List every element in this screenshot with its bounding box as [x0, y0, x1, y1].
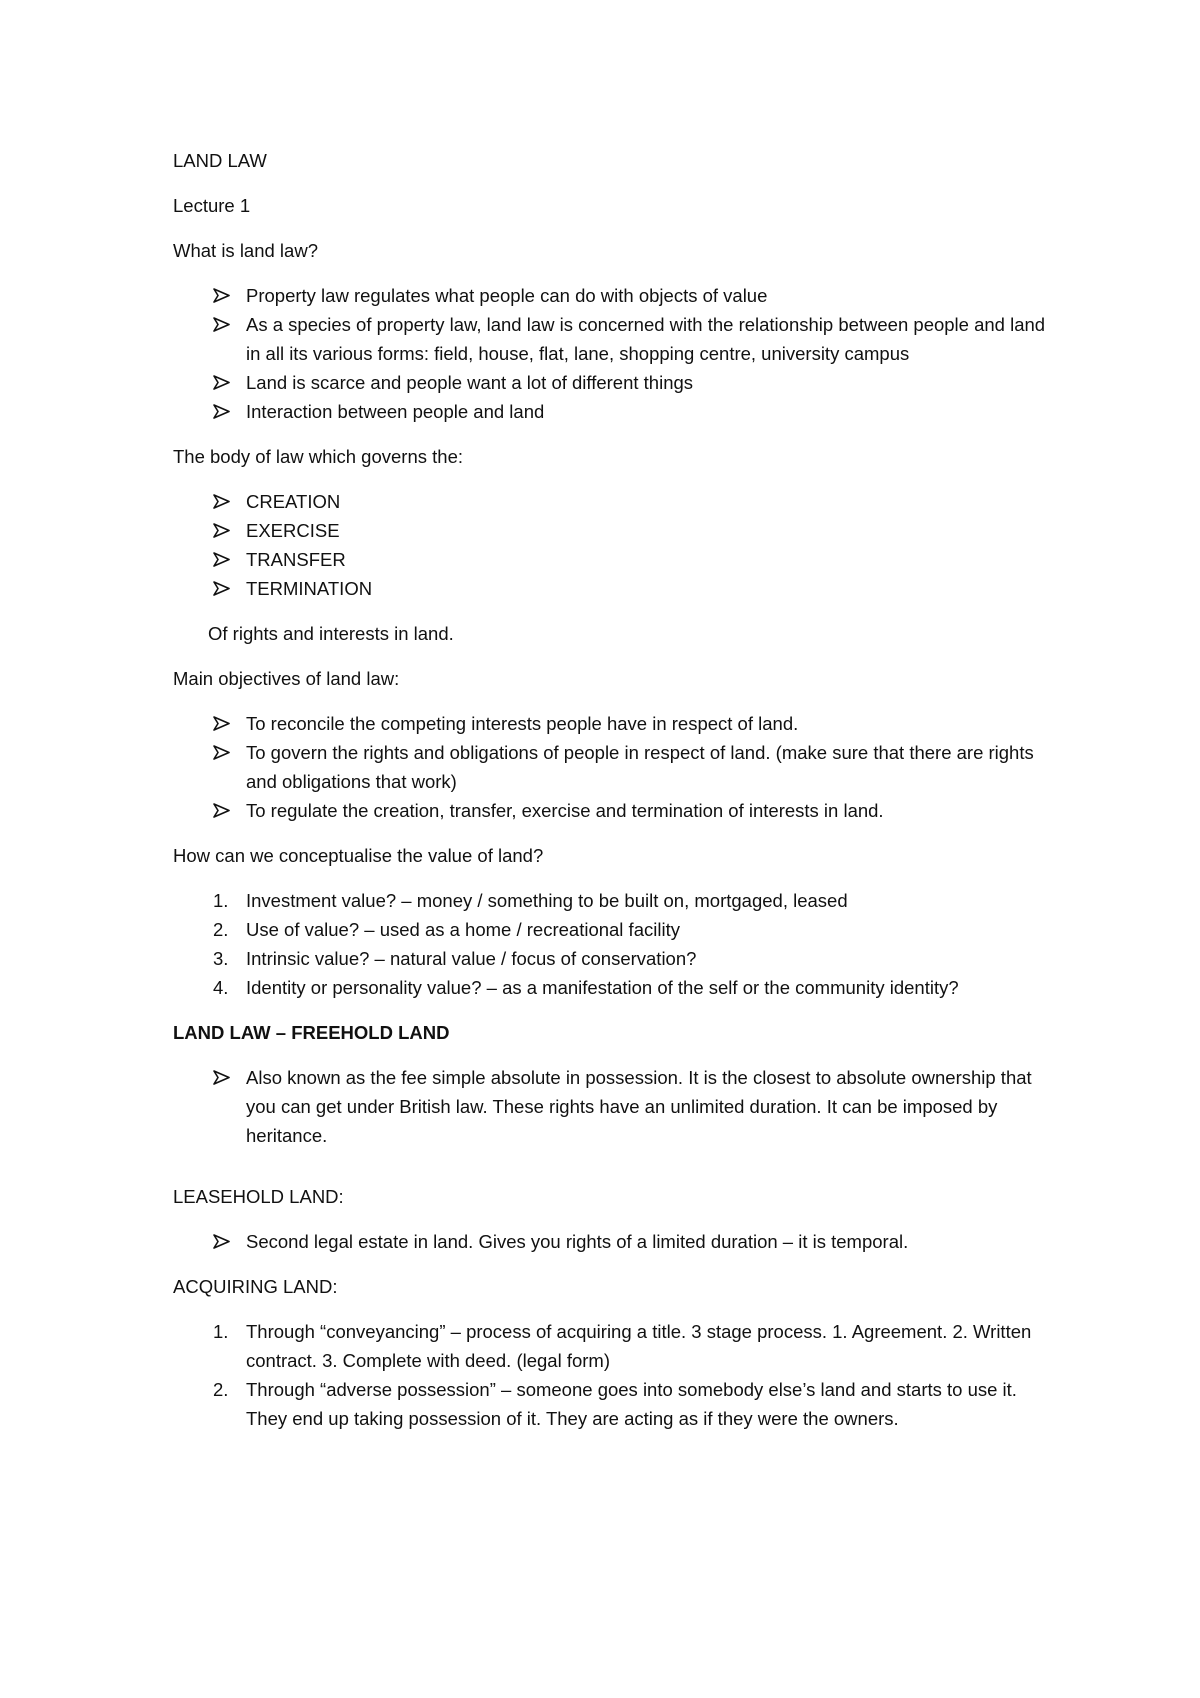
arrow-bullet-icon [213, 487, 230, 517]
acquiring-list [173, 1317, 1053, 1433]
list-item [173, 1375, 1053, 1433]
list-item [173, 1063, 1053, 1150]
arrow-bullet-icon [213, 1227, 230, 1257]
list-item-text: To govern the rights and obligations of people in respect of land. (make sure that there are rights and obligations that work) [246, 742, 1034, 792]
list-item-text: Use of value? – used as a home / recreational facility [246, 919, 680, 940]
list-number: 4. [213, 977, 229, 998]
leasehold-heading: LEASEHOLD LAND: [173, 1186, 344, 1207]
list-item [173, 516, 1053, 545]
list-item-text: Interaction between people and land [246, 401, 545, 422]
list-item-text: To reconcile the competing interests people have in respect of land. [246, 713, 799, 734]
list-item-text: Intrinsic value? – natural value / focus of conservation? [246, 948, 697, 969]
list-item-text: Through “adverse possession” – someone goes into somebody else’s land and starts to use it. They end up taking possession of it. They are acting as if they were the owners. [246, 1379, 1017, 1429]
list-item-text: EXERCISE [246, 520, 340, 541]
list-item [173, 886, 1053, 915]
list-number: 2. [213, 1379, 229, 1400]
list-item [173, 796, 1053, 825]
objectives-heading: Main objectives of land law: [173, 668, 400, 689]
list-item-text: TERMINATION [246, 578, 373, 599]
list-item [173, 973, 1053, 1002]
arrow-bullet-icon [213, 1063, 230, 1093]
objectives-list [173, 709, 1053, 825]
list-item-text: Through “conveyancing” – process of acquiring a title. 3 stage process. 1. Agreement. 2. Written contract. 3. Complete with deed. (legal form) [246, 1321, 1032, 1371]
list-number: 1. [213, 1321, 229, 1342]
list-item [173, 1317, 1053, 1375]
arrow-bullet-icon [213, 310, 230, 340]
list-item [173, 281, 1053, 310]
leasehold-list [173, 1227, 1053, 1256]
arrow-bullet-icon [213, 796, 230, 826]
acquiring-heading: ACQUIRING LAND: [173, 1276, 338, 1297]
arrow-bullet-icon [213, 516, 230, 546]
list-item [173, 574, 1053, 603]
body-outro: Of rights and interests in land. [208, 623, 454, 644]
list-number: 1. [213, 890, 229, 911]
list-item [173, 738, 1053, 796]
lecture-label: Lecture 1 [173, 195, 251, 216]
list-item [173, 944, 1053, 973]
list-item-text: Second legal estate in land. Gives you rights of a limited duration – it is temporal. [246, 1231, 909, 1252]
arrow-bullet-icon [213, 281, 230, 311]
list-item-text: Also known as the fee simple absolute in possession. It is the closest to absolute ownership that you can get under British law. These rights have an unlimited duration. It can be imposed by heritance. [246, 1067, 1032, 1146]
list-item [173, 1227, 1053, 1256]
list-item [173, 310, 1053, 368]
list-item-text: Land is scarce and people want a lot of different things [246, 372, 694, 393]
list-item [173, 397, 1053, 426]
list-item [173, 487, 1053, 516]
list-item [173, 368, 1053, 397]
arrow-bullet-icon [213, 574, 230, 604]
list-item [173, 545, 1053, 574]
document-content [173, 146, 1053, 1449]
body-list [173, 487, 1053, 603]
list-item-text: CREATION [246, 491, 341, 512]
document-title: LAND LAW [173, 150, 267, 171]
list-item-text: To regulate the creation, transfer, exercise and termination of interests in land. [246, 800, 884, 821]
list-item-text: TRANSFER [246, 549, 346, 570]
arrow-bullet-icon [213, 738, 230, 768]
value-list [173, 886, 1053, 1002]
value-heading: How can we conceptualise the value of land? [173, 845, 544, 866]
list-item-text: Investment value? – money / something to be built on, mortgaged, leased [246, 890, 848, 911]
arrow-bullet-icon [213, 545, 230, 575]
what-list [173, 281, 1053, 426]
list-number: 3. [213, 948, 229, 969]
list-item-text: Property law regulates what people can do with objects of value [246, 285, 768, 306]
arrow-bullet-icon [213, 368, 230, 398]
arrow-bullet-icon [213, 709, 230, 739]
freehold-heading: LAND LAW – FREEHOLD LAND [173, 1022, 450, 1043]
list-item-text: Identity or personality value? – as a manifestation of the self or the community identity? [246, 977, 959, 998]
list-number: 2. [213, 919, 229, 940]
arrow-bullet-icon [213, 397, 230, 427]
freehold-list [173, 1063, 1053, 1150]
list-item-text: As a species of property law, land law is concerned with the relationship between people and land in all its various forms: field, house, flat, lane, shopping centre, university campus [246, 314, 1046, 364]
body-intro: The body of law which governs the: [173, 446, 463, 467]
list-item [173, 915, 1053, 944]
what-heading: What is land law? [173, 240, 318, 261]
list-item [173, 709, 1053, 738]
